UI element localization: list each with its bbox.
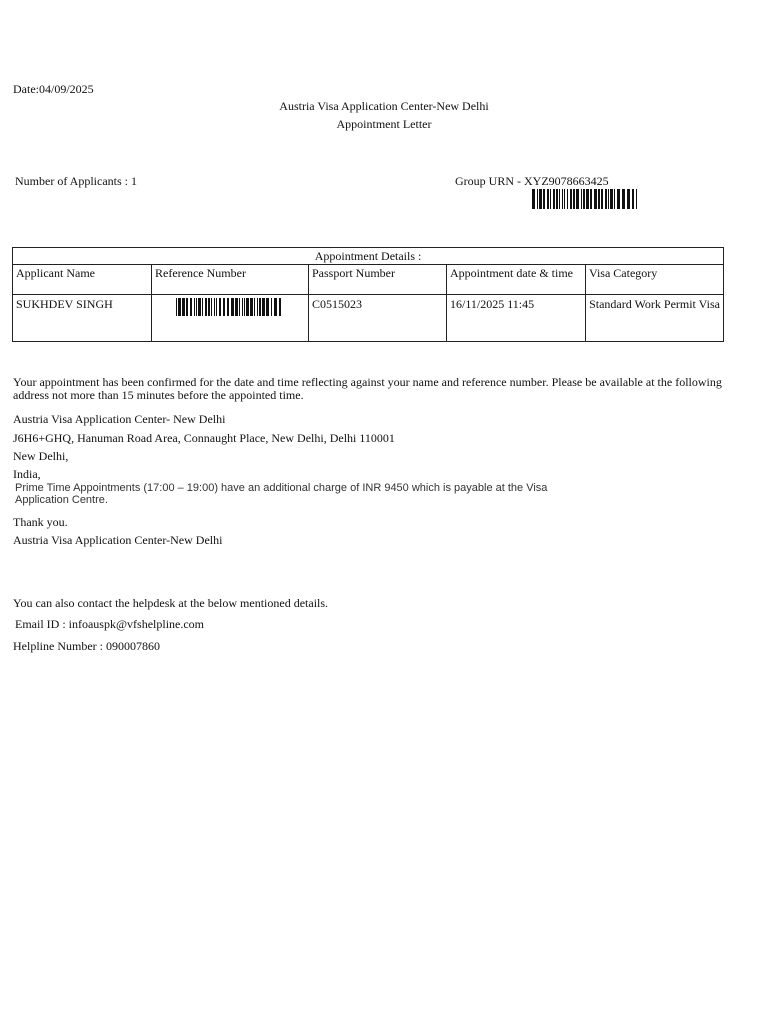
address-line-2: J6H6+GHQ, Hanuman Road Area, Connaught Place, New Delhi, Delhi 110001 [13,431,395,445]
address-line-1: Austria Visa Application Center- New Delhi [13,412,226,426]
column-header-appointment-date-time: Appointment date & time [447,265,586,295]
number-of-applicants: Number of Applicants : 1 [15,174,137,188]
helpdesk-intro: You can also contact the helpdesk at the below mentioned details. [13,596,329,610]
cell-passport-number: C0515023 [309,295,447,342]
address-line-3: New Delhi, [13,449,69,463]
table-row [13,295,724,342]
column-header-applicant-name: Applicant Name [13,265,152,295]
cell-reference-number [152,295,309,342]
prime-time-note: Prime Time Appointments (17:00 – 19:00) have an additional charge of INR 9450 which is payable at the Visa Application Centre. [15,482,548,506]
appointment-details-table [12,247,724,342]
reference-number-barcode [176,298,284,316]
center-name: Austria Visa Application Center-New Delhi [279,99,489,113]
table-header-row [13,265,724,295]
confirmation-paragraph: Your appointment has been confirmed for the date and time reflecting against your name and reference number. Please be available at the following address not more than 15 minutes before the appointed time. [13,375,722,402]
helpdesk-email[interactable]: Email ID : infoauspk@vfshelpline.com [15,617,205,631]
table-title: Appointment Details : [13,248,724,265]
letter-date: Date:04/09/2025 [13,82,94,96]
column-header-visa-category: Visa Category [586,265,724,295]
cell-applicant-name: SUKHDEV SINGH [13,295,152,342]
address-line-4: India, [13,467,41,481]
helpline-number: Helpline Number : 090007860 [13,639,160,653]
cell-appointment-date-time: 16/11/2025 11:45 [447,295,586,342]
letter-title: Appointment Letter [336,117,432,131]
column-header-passport-number: Passport Number [309,265,447,295]
group-urn-barcode [532,189,640,209]
thanks-line: Thank you. [13,515,68,529]
cell-visa-category: Standard Work Permit Visa [586,295,724,342]
column-header-reference-number: Reference Number [152,265,309,295]
group-urn: Group URN - XYZ9078663425 [455,174,609,188]
signoff-line: Austria Visa Application Center-New Delhi [13,533,223,547]
